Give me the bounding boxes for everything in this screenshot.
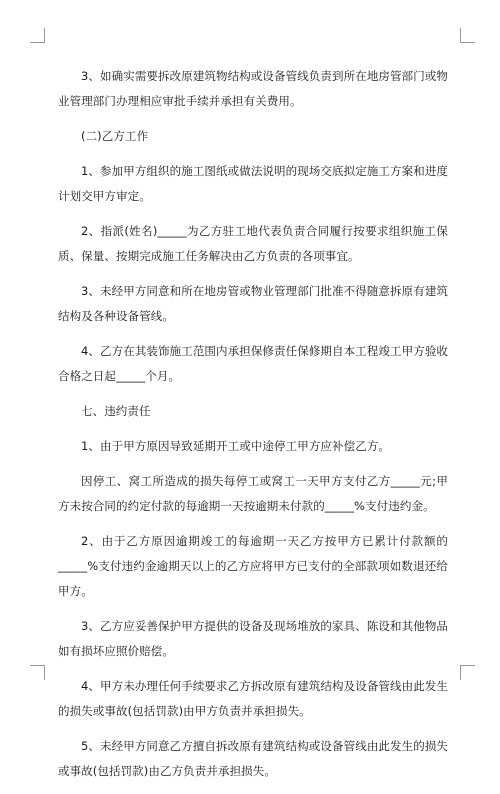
document-page <box>58 64 448 794</box>
clause-b1-construction-plan: 1、参加甲方组织的施工图纸或做法说明的现场交底拟定施工方案和进度计划交甲方审定。 <box>58 164 449 203</box>
clause-b4-warranty: 4、乙方在其装饰施工范围内承担保修责任保修期自本工程竣工甲方验收合格之日起_____个月。 <box>58 344 449 383</box>
clause-l2-late-completion: 2、由于乙方原因逾期竣工的每逾期一天乙方按甲方已累计付款额的_____%支付违约金逾期天以上的乙方应将甲方已支付的全部款项如数退还给甲方。 <box>58 534 448 598</box>
clause-a3-permits: 3、如确实需要拆改原建筑物结构或设备管线负责到所在地房管部门或物业管理部门办理相应审批手续并承担有关费用。 <box>58 69 449 108</box>
crop-mark-bottom-right <box>460 665 475 680</box>
section-party-b-duties: (二)乙方工作 <box>81 129 149 143</box>
clause-l5-party-b-unauthorized: 5、未经甲方同意乙方擅自拆改原有建筑结构或设备管线由此发生的损失或事故(包括罚款)由乙方负责并承担损失。 <box>58 739 449 778</box>
crop-mark-bottom-left <box>30 665 45 680</box>
section-liability: 七、违约责任 <box>81 404 151 418</box>
clause-b3-no-demolition: 3、未经甲方同意和所在地房管或物业管理部门批准不得随意拆原有建筑结构及各种设备管线。 <box>58 284 449 323</box>
clause-l4-party-a-unauthorized: 4、甲方未办理任何手续要求乙方拆改原有建筑结构及设备管线由此发生的损失或事故(包括罚款)由甲方负责并承担损失。 <box>58 679 449 718</box>
clause-l3-property-protection: 3、乙方应妥善保护甲方提供的设备及现场堆放的家具、陈设和其他物品如有损坏应照价赔偿。 <box>58 619 449 658</box>
clause-b2-site-representative: 2、指派(姓名)_____为乙方驻工地代表负责合同履行按要求组织施工保质、保量、按期完成施工任务解决由乙方负责的各项事宜。 <box>58 224 448 263</box>
crop-mark-top-left <box>30 28 45 43</box>
clause-l1-penalty-details: 因停工、窝工所造成的损失每停工或窝工一天甲方支付乙方_____元;甲方未按合同的约定付款的每逾期一天按逾期未付款的_____%支付违约金。 <box>58 474 448 513</box>
clause-l1-delay-compensation: 1、由于甲方原因导致延期开工或中途停工甲方应补偿乙方。 <box>81 439 391 453</box>
crop-mark-top-right <box>460 28 475 43</box>
